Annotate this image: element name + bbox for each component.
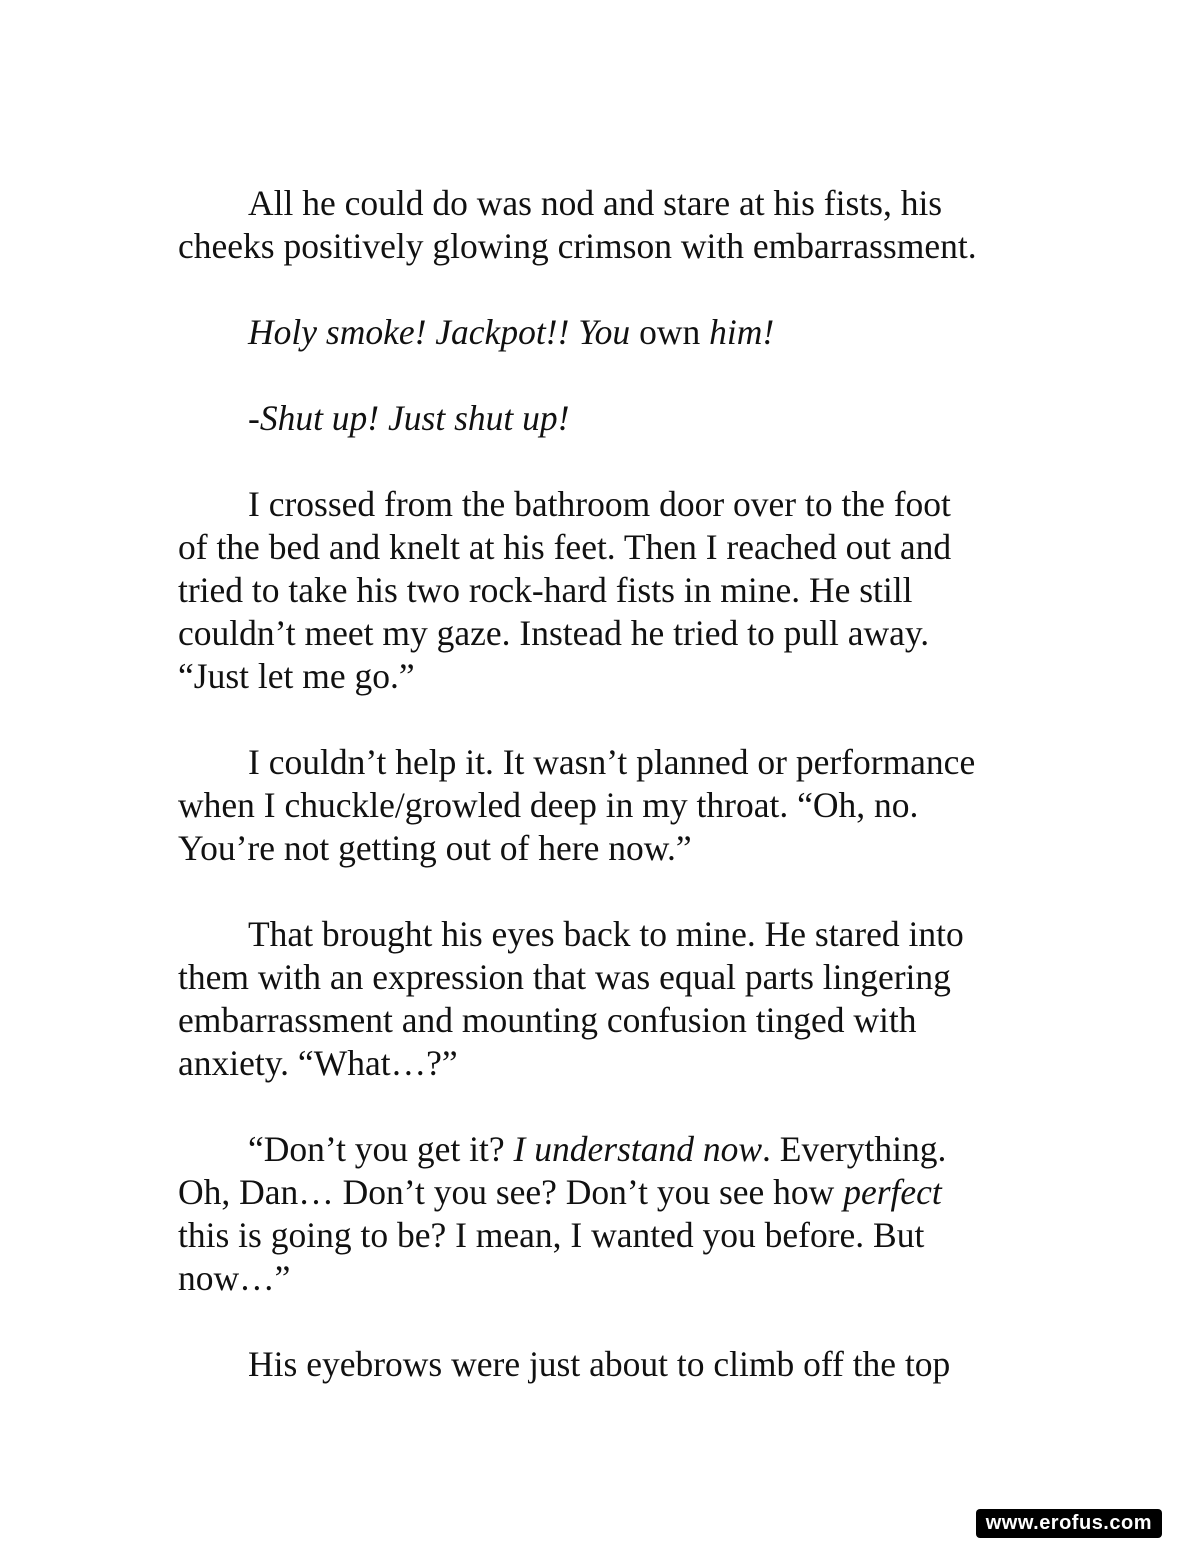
text-line: All he could do was nod and stare at his fists, his xyxy=(248,183,943,223)
text-line: now…” xyxy=(178,1258,291,1298)
italic-text: perfect xyxy=(843,1172,942,1212)
text-line: them with an expression that was equal parts lingering xyxy=(178,957,951,997)
italic-text: -Shut up! Just shut up! xyxy=(248,398,570,438)
italic-text: Holy smoke! Jackpot!! You xyxy=(248,312,631,352)
text-line: of the bed and knelt at his feet. Then I reached out and xyxy=(178,527,952,567)
text-line: cheeks positively glowing crimson with embarrassment. xyxy=(178,226,977,266)
text-line: You’re not getting out of here now.” xyxy=(178,828,692,868)
text-line: His eyebrows were just about to climb off the top xyxy=(248,1344,951,1384)
roman-text: own xyxy=(630,312,710,352)
text-line: “Just let me go.” xyxy=(178,656,415,696)
paragraph-4 xyxy=(178,483,1038,698)
watermark-badge: www.erofus.com xyxy=(976,1509,1162,1538)
text-line xyxy=(178,397,1038,440)
roman-text: Oh, Dan… Don’t you see? Don’t you see how xyxy=(178,1172,844,1212)
text-line: couldn’t meet my gaze. Instead he tried to pull away. xyxy=(178,613,930,653)
italic-text: I understand now xyxy=(513,1129,763,1169)
paragraph-7 xyxy=(178,1128,1038,1300)
text-line: That brought his eyes back to mine. He stared into xyxy=(248,914,964,954)
paragraph-2-italic-thought xyxy=(178,311,1038,354)
paragraph-8 xyxy=(178,1343,1038,1386)
text-line: tried to take his two rock-hard fists in mine. He still xyxy=(178,570,913,610)
text-line: anxiety. “What…?” xyxy=(178,1043,458,1083)
text-line: embarrassment and mounting confusion tinged with xyxy=(178,1000,917,1040)
text-line: I crossed from the bathroom door over to the foot xyxy=(248,484,951,524)
roman-text: . Everything. xyxy=(762,1129,947,1169)
italic-text: him! xyxy=(709,312,775,352)
text-line: this is going to be? I mean, I wanted you before. But xyxy=(178,1215,925,1255)
roman-text: “Don’t you get it? xyxy=(248,1129,514,1169)
document-page xyxy=(178,182,1038,1429)
paragraph-5 xyxy=(178,741,1038,870)
paragraph-6 xyxy=(178,913,1038,1085)
text-line: I couldn’t help it. It wasn’t planned or performance xyxy=(248,742,976,782)
text-line: when I chuckle/growled deep in my throat. “Oh, no. xyxy=(178,785,919,825)
paragraph-3-italic-thought xyxy=(178,397,1038,440)
paragraph-1 xyxy=(178,182,1038,268)
text-line xyxy=(178,1128,1038,1171)
text-line xyxy=(178,1171,1038,1214)
text-line xyxy=(178,311,1038,354)
